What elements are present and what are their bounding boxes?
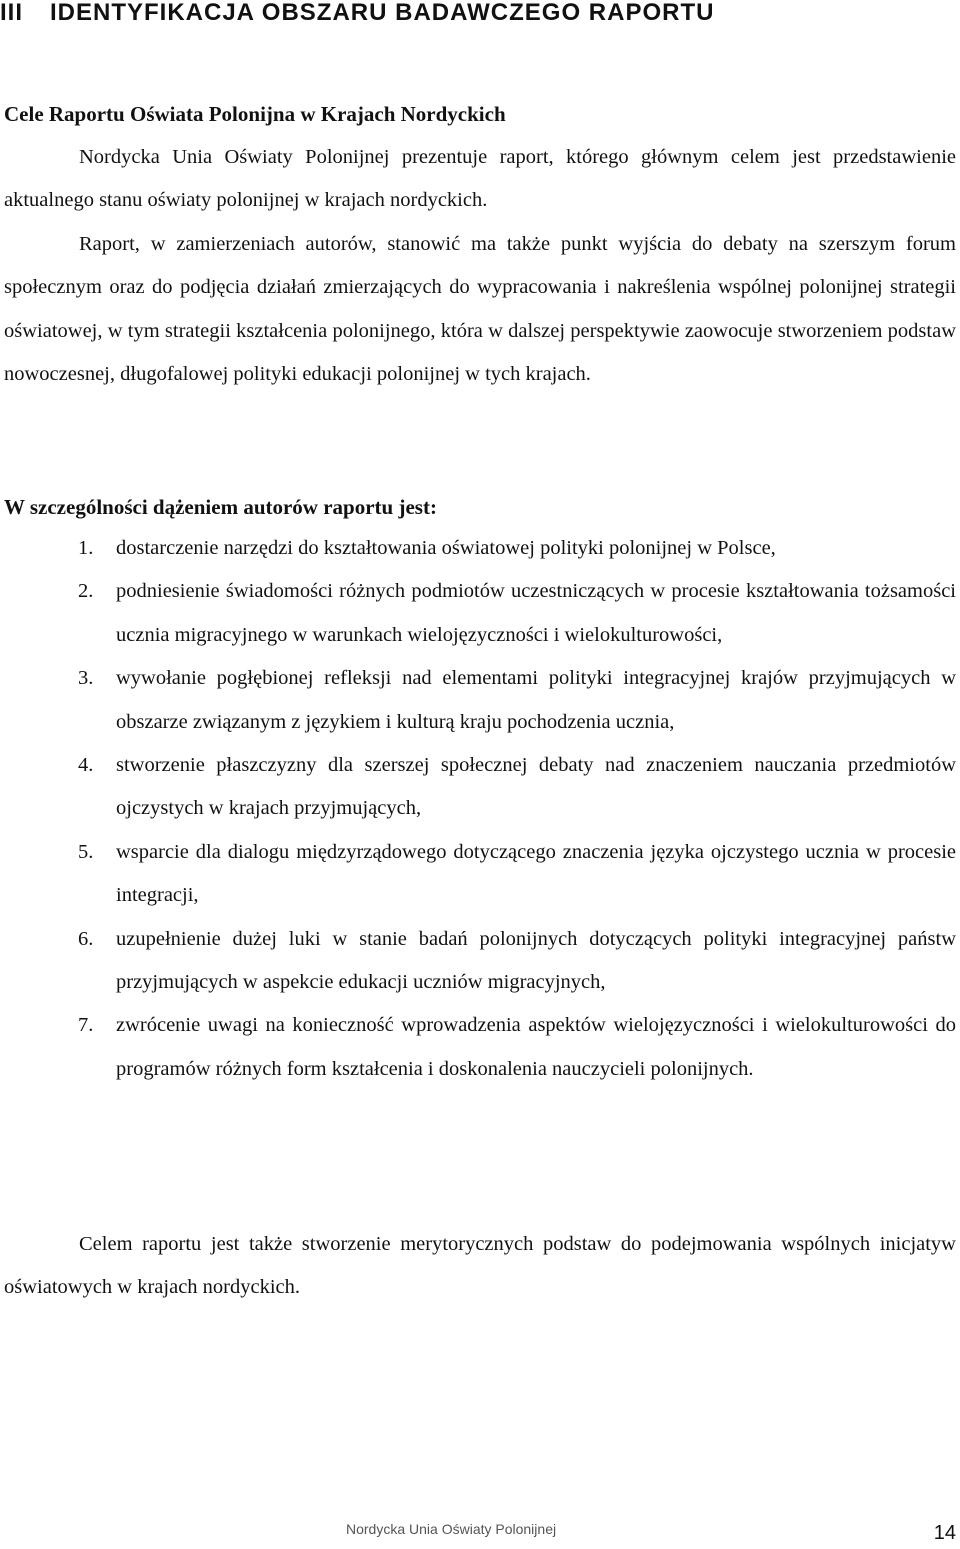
list-item-text: wsparcie dla dialogu międzyrządowego dotyczącego znaczenia języka ojczystego ucznia w procesie integracji, bbox=[116, 840, 956, 907]
list-item-text: dostarczenie narzędzi do kształtowania oświatowej polityki polonijnej w Polsce, bbox=[116, 537, 776, 559]
list-item bbox=[0, 657, 956, 744]
list-item-number: 5. bbox=[78, 840, 94, 863]
list-item-number: 6. bbox=[78, 927, 94, 950]
paragraph-purpose: Raport, w zamierzeniach autorów, stanowić ma także punkt wyjścia do debaty na szerszym forum społecznym oraz do podjęcia działań zmierzających do wypracowania i nakreślenia wspólnej polonijnej strategii oświatowej, w tym strategii kształcenia polonijnego, która w dalszej perspektywie zaowocuje stworzeniem podstaw nowoczesnej, długofalowej polityki edukacji polonijnej w tych krajach. bbox=[4, 233, 956, 386]
paragraph-closing: Celem raportu jest także stworzenie merytorycznych podstaw do podejmowania wspólnych inicjatyw oświatowych w krajach nordyckich. bbox=[4, 1233, 956, 1299]
list-item-text: zwrócenie uwagi na konieczność wprowadzenia aspektów wielojęzyczności i wielokulturowości do programów różnych form kształcenia i doskonalenia nauczycieli polonijnych. bbox=[116, 1014, 956, 1080]
list-item-number: 7. bbox=[78, 1014, 94, 1037]
paragraph-intro: Nordycka Unia Oświaty Polonijnej prezentuje raport, którego głównym celem jest przedstawienie aktualnego stanu oświaty polonijnej w krajach nordyckich. bbox=[4, 146, 956, 212]
list-item-number: 2. bbox=[78, 580, 94, 603]
footer-organization: Nordycka Unia Oświaty Polonijnej bbox=[346, 1521, 557, 1537]
list-item bbox=[0, 570, 956, 657]
goals-list bbox=[0, 527, 956, 1091]
list-item bbox=[0, 1004, 956, 1091]
list-item-number: 1. bbox=[78, 537, 94, 559]
page-number: 14 bbox=[933, 1522, 956, 1544]
list-item bbox=[0, 918, 956, 1005]
list-item bbox=[0, 831, 956, 918]
list-item-text: podniesienie świadomości różnych podmiotów uczestniczących w procesie kształtowania tożsamości ucznia migracyjnego w warunkach wielojęzyczności i wielokulturowości, bbox=[116, 580, 956, 646]
section-number: III bbox=[0, 0, 24, 26]
list-heading: W szczególności dążeniem autorów raportu jest: bbox=[4, 495, 437, 519]
subtitle: Cele Raportu Oświata Polonijna w Krajach Nordyckich bbox=[4, 102, 506, 126]
section-title: IDENTYFIKACJA OBSZARU BADAWCZEGO RAPORTU bbox=[50, 0, 715, 26]
list-item-text: wywołanie pogłębionej refleksji nad elementami polityki integracyjnej krajów przyjmujących w obszarze związanym z językiem i kulturą kraju pochodzenia ucznia, bbox=[116, 667, 956, 733]
list-item bbox=[0, 527, 956, 570]
list-item-number: 4. bbox=[78, 754, 94, 777]
section-heading bbox=[0, 0, 960, 30]
list-item-number: 3. bbox=[78, 667, 94, 690]
list-item bbox=[0, 744, 956, 831]
list-item-text: uzupełnienie dużej luki w stanie badań polonijnych dotyczących polityki integracyjnej państw przyjmujących w aspekcie edukacji uczniów migracyjnych, bbox=[116, 927, 956, 994]
list-item-text: stworzenie płaszczyzny dla szerszej społecznej debaty nad znaczeniem nauczania przedmiotów ojczystych w krajach przyjmujących, bbox=[116, 754, 956, 820]
